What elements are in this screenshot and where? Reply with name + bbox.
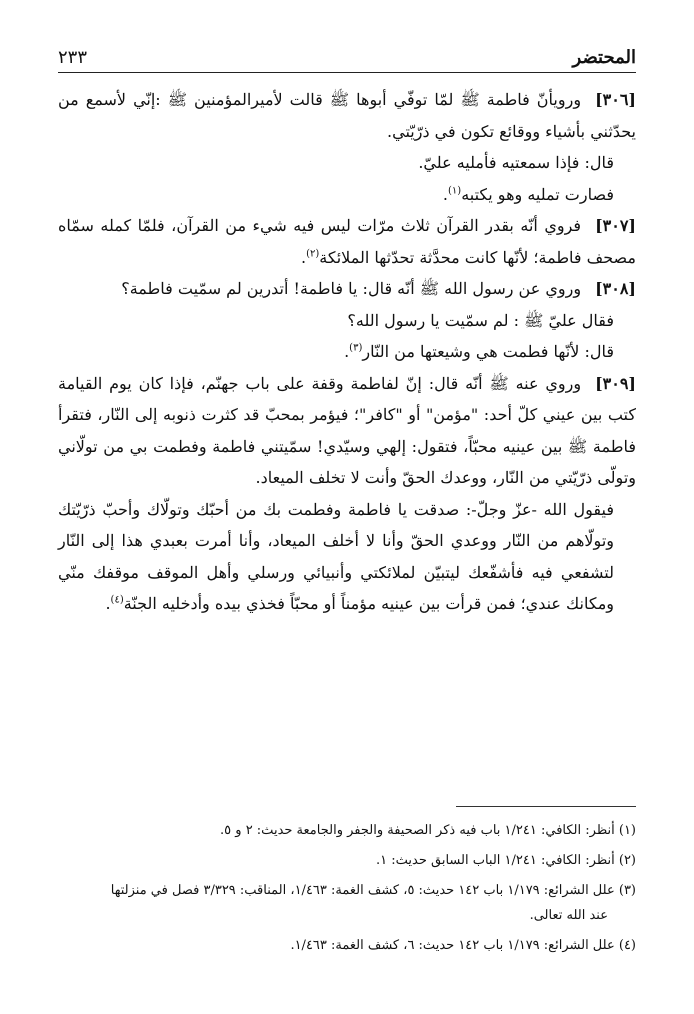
paragraph-306: [٣٠٦]ورويأنّ فاطمة ﷺ لمّا توفّي أبوها ﷺ قالت لأميرالمؤمنين ﷺ :إنّي لأسمع من يحدّثني بأشياء ووقائع تكون في ذرّيّتي. bbox=[58, 90, 636, 141]
footnote-ref[interactable]: (٤) bbox=[110, 594, 124, 606]
book-title: المحتضر bbox=[572, 47, 636, 68]
page-number: ٢٣٣ bbox=[58, 47, 88, 68]
footnote-ref[interactable]: (٣) bbox=[349, 342, 363, 354]
paragraph-308: [٣٠٨]وروي عن رسول الله ﷺ أنّه قال: يا فاطمة! أتدرين لم سمّيت فاطمة؟ bbox=[121, 279, 636, 298]
header-rule bbox=[58, 72, 636, 73]
paragraph-308-answer: قال: لأنّها فطمت هي وشيعتها من النّار$^{(٣)}$. bbox=[344, 342, 614, 361]
footnote-ref[interactable]: (٢) bbox=[306, 248, 320, 260]
footnotes bbox=[58, 818, 636, 963]
footnote-rule bbox=[456, 806, 636, 807]
paragraph-308-question: فقال عليّ ﷺ : لم سمّيت يا رسول الله؟ bbox=[347, 310, 614, 330]
page-header bbox=[58, 38, 636, 68]
paragraph-306-reply: قال: فإذا سمعتيه فأمليه عليّ. bbox=[418, 153, 614, 172]
footnote-4: (٤) علل الشرائع: ١/١٧٩ باب ١٤٢ حديث: ٦، كشف الغمة: ١/٤٦٣. bbox=[290, 938, 636, 953]
footnote-3: (٣) علل الشرائع: ١/١٧٩ باب ١٤٢ حديث: ٥، كشف الغمة: ١/٤٦٣، المناقب: ٣/٣٢٩ فصل في منزلتها عند الله تعالى. bbox=[110, 883, 636, 923]
paragraph-307: [٣٠٧]فروي أنّه بقدر القرآن ثلاث مرّات ليس فيه شيء من القرآن، فلمّا كمله سمّاه مصحف فاطمة؛ لأنّها كانت محدَّثة تحدّثها الملائكة$^{(٢)}$. bbox=[58, 216, 636, 267]
footnote-2: (٢) أنظر: الكافي: ١/٢٤١ الباب السابق حديث: ١. bbox=[375, 853, 636, 868]
paragraph-306-end: فصارت تمليه وهو يكتبه$^{(١)}$. bbox=[442, 184, 614, 204]
main-text bbox=[58, 84, 636, 620]
paragraph-309: [٣٠٩]وروي عنه ﷺ أنّه قال: إنّ لفاطمة وقفة على باب جهنّم، فإذا كان يوم القيامة كتب بين عيني كلّ أحد: "مؤمن" أو "كافر"؛ فيؤمر بمحبّ قد كثرت ذنوبه إلى النّار، فتقرأ فاطمة ﷺ بين عينيه محبّاً، فتقول: إلهي وسيّدي! سمّيتني فاطمة وفطمت بي من تولّاني وتولّى ذرّيّتي من النّار، ووعدك الحقّ وأنت لا تخلف الميعاد. bbox=[58, 373, 636, 487]
paragraph-309-continuation: فيقول الله -عزّ وجلّ-: صدقت يا فاطمة وفطمت بك من أحبّك وتولّاك وأحبّ ذرّيّتك وتولّاهم من النّار ووعدي الحقّ وأنا لا أخلف الميعاد، وأنا أمرت بعبدي هذا إلى النّار لتشفعي فيه فأشفّعك ليتبيّن لملائكتي وأنبيائي ورسلي وأهل الموقف موقفك منّي ومكانك عندي؛ فمن قرأت بين عينيه مؤمناً أو محبّاً فخذي بيده وأدخليه الجنّة$^{(٤)}$. bbox=[58, 499, 615, 613]
footnote-ref[interactable]: (١) bbox=[448, 185, 462, 197]
footnote-1: (١) أنظر: الكافي: ١/٢٤١ باب فيه ذكر الصحيفة والجفر والجامعة حديث: ٢ و ٥. bbox=[220, 823, 636, 838]
